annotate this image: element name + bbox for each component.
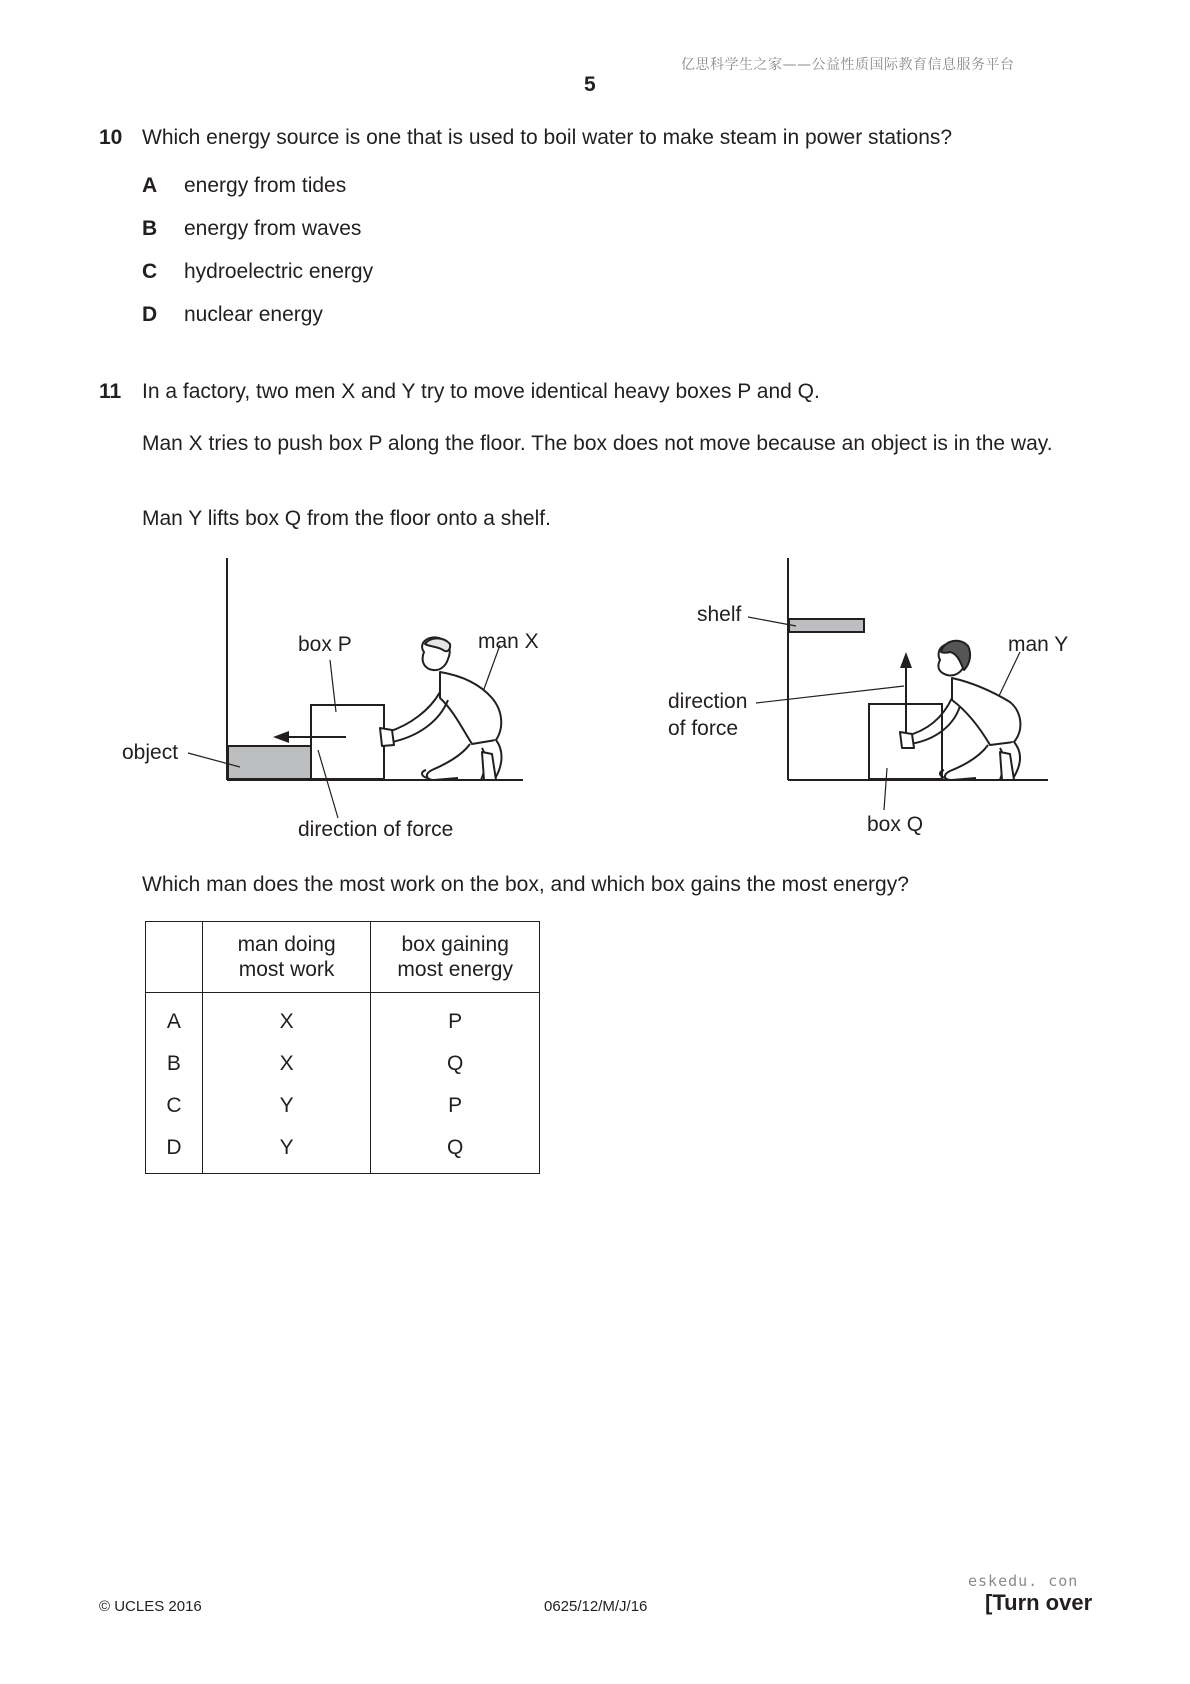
row-box: Q	[371, 1043, 540, 1085]
question-paragraph: Man X tries to push box P along the floor. The box does not move because an object is in the way.	[142, 432, 1053, 455]
work-diagrams	[0, 540, 1190, 860]
page-number: 5	[584, 73, 596, 96]
label-man-x: man X	[478, 630, 539, 653]
bottom-watermark: eskedu. con	[968, 1572, 1079, 1590]
table-header-blank	[146, 922, 203, 993]
option-letter: D	[142, 303, 158, 326]
row-letter: A	[146, 993, 203, 1044]
object-block	[228, 746, 311, 779]
option-text: nuclear energy	[184, 303, 323, 326]
row-letter: D	[146, 1127, 203, 1174]
question-number: 11	[99, 380, 122, 403]
option-text: hydroelectric energy	[184, 260, 374, 283]
question-number: 10	[99, 126, 123, 149]
table-row	[146, 1043, 540, 1085]
label-object: object	[122, 741, 179, 764]
man-y-figure	[900, 641, 1020, 780]
question-paragraph: Man Y lifts box Q from the floor onto a shelf.	[142, 507, 551, 530]
force-arrow-head	[273, 731, 289, 743]
force-leader	[756, 686, 904, 703]
header-line: box gaining	[401, 933, 509, 956]
option-letter: A	[142, 174, 158, 197]
diagram-man-x-pushing	[188, 558, 523, 818]
row-man: X	[202, 1043, 371, 1085]
man-y-leader	[998, 652, 1020, 698]
top-watermark: 亿思科学生之家——公益性质国际教育信息服务平台	[681, 57, 1015, 73]
header-line: most work	[238, 958, 335, 981]
option-text: energy from waves	[184, 217, 362, 240]
force-arrow-head	[900, 652, 912, 668]
box-p	[311, 705, 384, 779]
label-box-p: box P	[298, 633, 352, 656]
label-shelf: shelf	[697, 603, 742, 626]
label-man-y: man Y	[1008, 633, 1069, 656]
header-line: man doing	[237, 933, 336, 956]
row-letter: B	[146, 1043, 203, 1085]
label-direction-right: direction	[668, 690, 748, 713]
option-letter: C	[142, 260, 158, 283]
man-x-figure	[380, 637, 502, 780]
turn-over-label: [Turn over	[985, 1590, 1093, 1615]
footer-code: 0625/12/M/J/16	[544, 1598, 648, 1615]
option-text: energy from tides	[184, 174, 347, 197]
row-letter: C	[146, 1085, 203, 1127]
row-man: Y	[202, 1085, 371, 1127]
question-prompt: Which man does the most work on the box, and which box gains the most energy?	[142, 873, 909, 896]
table-row	[146, 1085, 540, 1127]
question-text: Which energy source is one that is used to boil water to make steam in power stations?	[142, 126, 953, 149]
table-header-box	[371, 922, 540, 993]
table-row	[146, 1127, 540, 1174]
row-box: P	[371, 993, 540, 1044]
table-header-man	[202, 922, 371, 993]
shelf-block	[789, 619, 864, 632]
row-box: Q	[371, 1127, 540, 1174]
footer-copyright: © UCLES 2016	[99, 1598, 202, 1615]
table-header-row	[146, 922, 540, 993]
label-box-q: box Q	[867, 813, 924, 836]
label-of-force-right: of force	[668, 717, 739, 740]
box-q-leader	[884, 768, 887, 810]
table-row	[146, 993, 540, 1044]
option-letter: B	[142, 217, 158, 240]
question-intro: In a factory, two men X and Y try to move identical heavy boxes P and Q.	[142, 380, 820, 403]
row-box: P	[371, 1085, 540, 1127]
answer-table	[145, 921, 540, 1174]
row-man: X	[202, 993, 371, 1044]
force-leader	[318, 750, 338, 818]
diagram-man-y-lifting	[748, 558, 1048, 810]
header-line: most energy	[397, 958, 513, 981]
label-direction-of-force-left: direction of force	[298, 818, 454, 841]
row-man: Y	[202, 1127, 371, 1174]
